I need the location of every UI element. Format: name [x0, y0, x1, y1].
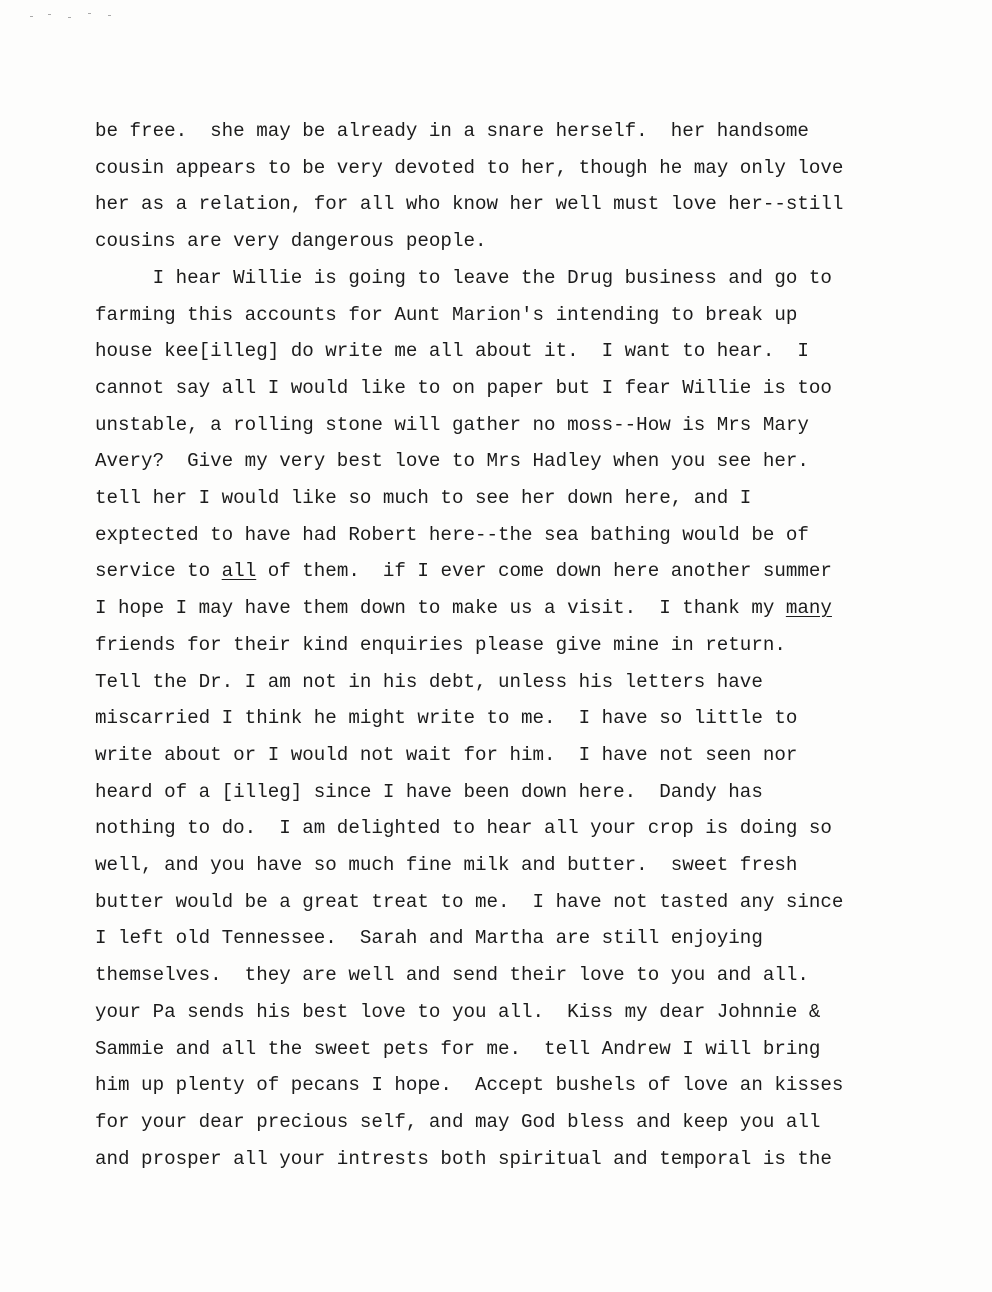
text-line: miscarried I think he might write to me. I have so little to [95, 707, 798, 730]
text-line: farming this accounts for Aunt Marion's intending to break up [95, 303, 798, 326]
text-line [95, 590, 915, 627]
text-line: friends for their kind enquiries please give mine in return. [95, 633, 786, 656]
scan-speck [30, 16, 33, 17]
text-line: her as a relation, for all who know her well must love her--still [95, 193, 844, 216]
text-line: your Pa sends his best love to you all. Kiss my dear Johnnie & [95, 1000, 821, 1023]
text-line: cannot say all I would like to on paper but I fear Willie is too [95, 376, 832, 399]
text-line: and prosper all your intrests both spiritual and temporal is the [95, 1147, 832, 1170]
letter-body [95, 113, 915, 1177]
text-line: I left old Tennessee. Sarah and Martha are still enjoying [95, 927, 763, 950]
text-line [95, 553, 915, 590]
line-text: of them. if I ever come down here another summer [256, 560, 832, 583]
scan-specks [30, 10, 120, 24]
underlined-word: many [785, 597, 832, 620]
text-line: tell her I would like so much to see her down here, and I [95, 487, 752, 510]
text-line: house kee[illeg] do write me all about it. I want to hear. I [95, 340, 809, 363]
text-line: him up plenty of pecans I hope. Accept bushels of love an kisses [95, 1074, 844, 1097]
scan-speck [108, 15, 111, 16]
line-text: I hope I may have them down to make us a visit. I thank my [95, 597, 786, 620]
scan-speck [68, 17, 71, 18]
text-line: be free. she may be already in a snare herself. her handsome [95, 120, 809, 142]
scan-speck [48, 14, 51, 15]
text-line: unstable, a rolling stone will gather no moss--How is Mrs Mary [95, 413, 809, 436]
text-line: themselves. they are well and send their love to you and all. [95, 964, 809, 987]
text-line: for your dear precious self, and may God bless and keep you all [95, 1110, 821, 1133]
text-line: cousin appears to be very devoted to her, though he may only love [95, 156, 844, 179]
line-text: service to [95, 560, 222, 583]
text-line: Tell the Dr. I am not in his debt, unless his letters have [95, 670, 763, 693]
underlined-word: all [221, 560, 257, 583]
text-line: well, and you have so much fine milk and butter. sweet fresh [95, 854, 798, 877]
text-line: nothing to do. I am delighted to hear all your crop is doing so [95, 817, 832, 840]
text-line: exptected to have had Robert here--the sea bathing would be of [95, 523, 809, 546]
text-line: Avery? Give my very best love to Mrs Hadley when you see her. [95, 450, 809, 473]
text-line: write about or I would not wait for him. I have not seen nor [95, 743, 798, 766]
scan-speck [88, 13, 91, 14]
text-line: cousins are very dangerous people. [95, 230, 487, 253]
text-line: heard of a [illeg] since I have been down here. Dandy has [95, 780, 763, 803]
text-line: I hear Willie is going to leave the Drug business and go to [95, 266, 832, 289]
text-line: Sammie and all the sweet pets for me. tell Andrew I will bring [95, 1037, 821, 1060]
text-line: butter would be a great treat to me. I have not tasted any since [95, 890, 844, 913]
